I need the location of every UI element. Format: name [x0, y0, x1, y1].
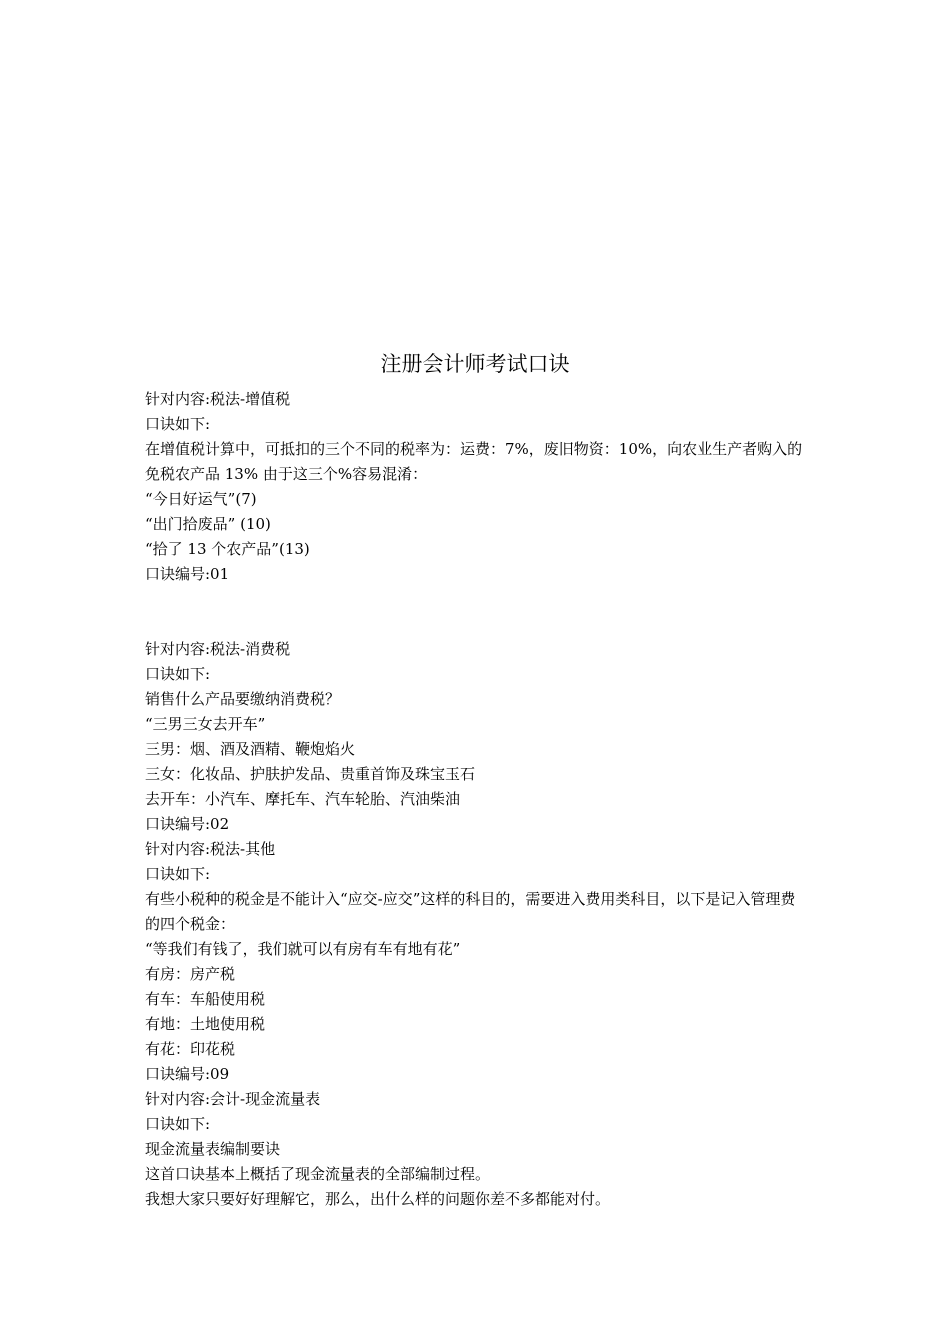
mnemonic-line: “等我们有钱了，我们就可以有房有车有地有花”	[145, 940, 461, 958]
mnemonic-line: 有地：土地使用税	[145, 1015, 266, 1033]
mnemonic-line: “三男三女去开车”	[145, 715, 266, 733]
mnemonic-line: “拾了 13 个农产品”(13)	[145, 540, 310, 558]
mnemonic-line: 去开车：小汽车、摩托车、汽车轮胎、汽油柴油	[145, 790, 461, 808]
mnemonic-line: 三女：化妆品、护肤护发品、贵重首饰及珠宝玉石	[145, 765, 476, 783]
mnemonic-line: “出门拾废品” (10)	[145, 515, 271, 533]
section-topic: 针对内容:会计-现金流量表	[145, 1090, 321, 1108]
section-topic: 针对内容:税法-其他	[145, 840, 276, 858]
section-intro: 口诀如下:	[145, 415, 211, 433]
section-intro: 口诀如下:	[145, 1115, 211, 1133]
section-paragraph: 在增值税计算中，可抵扣的三个不同的税率为：运费：7%，废旧物资：10%，向农业生产者购入的免税农产品 13% 由于这三个%容易混淆：	[145, 440, 803, 483]
mnemonic-line: “今日好运气”(7)	[145, 490, 257, 508]
mnemonic-line: 有车：车船使用税	[145, 990, 266, 1008]
document-title: 注册会计师考试口诀	[380, 352, 570, 376]
mnemonic-code: 口诀编号:09	[145, 1065, 230, 1083]
mnemonic-line: 这首口诀基本上概括了现金流量表的全部编制过程。	[145, 1165, 491, 1183]
section-intro: 口诀如下:	[145, 665, 211, 683]
section-topic: 针对内容:税法-消费税	[145, 640, 291, 658]
mnemonic-line: 我想大家只要好好理解它，那么，出什么样的问题你差不多都能对付。	[145, 1190, 611, 1208]
mnemonic-line: 有花：印花税	[145, 1040, 236, 1058]
mnemonic-line: 三男：烟、酒及酒精、鞭炮焰火	[145, 740, 356, 758]
mnemonic-line: 销售什么产品要缴纳消费税？	[145, 690, 341, 708]
section-paragraph: 有些小税种的税金是不能计入“应交-应交”这样的科目的，需要进入费用类科目，以下是记入管理费的四个税金：	[145, 890, 796, 933]
mnemonic-line: 有房：房产税	[145, 965, 236, 983]
section-topic: 针对内容:税法-增值税	[145, 390, 291, 408]
section-intro: 口诀如下:	[145, 865, 211, 883]
mnemonic-line: 现金流量表编制要诀	[145, 1140, 281, 1158]
mnemonic-code: 口诀编号:01	[145, 565, 230, 583]
document-body	[145, 387, 810, 1212]
mnemonic-code: 口诀编号:02	[145, 815, 230, 833]
section-spacer	[145, 587, 810, 637]
